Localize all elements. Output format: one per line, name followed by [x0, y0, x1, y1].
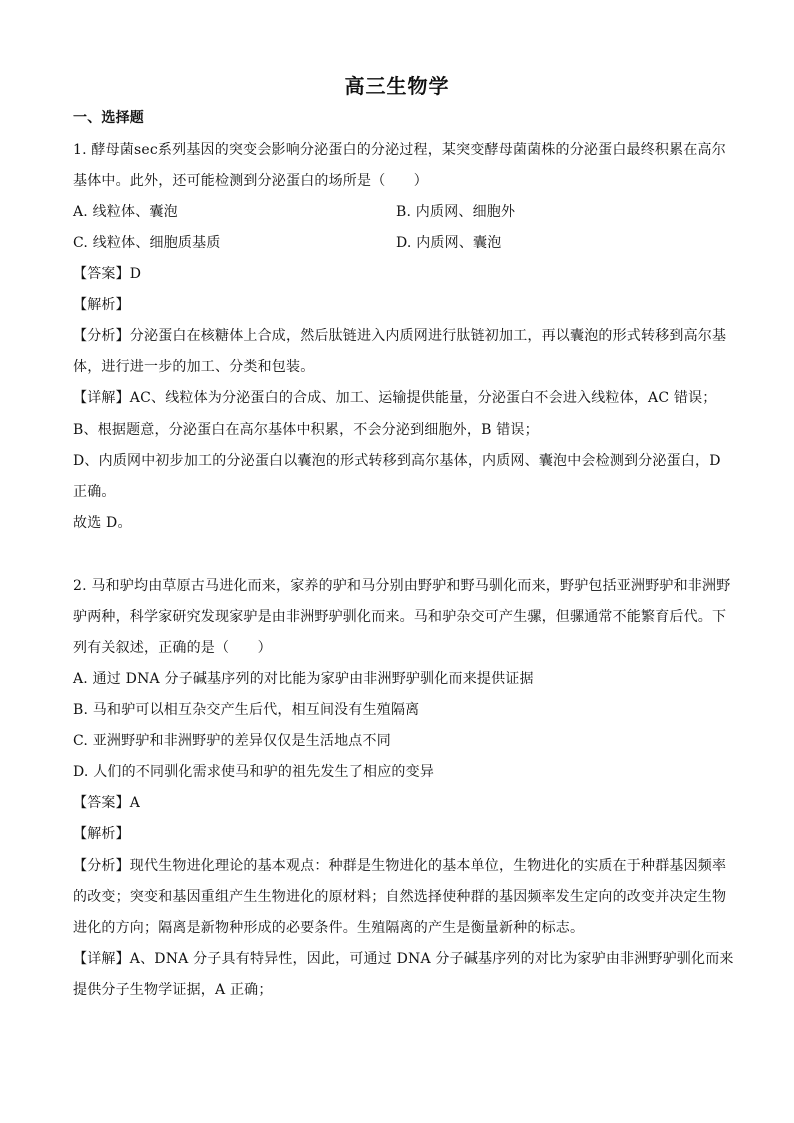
q1-detail-line: 【详解】AC、线粒体为分泌蛋白的合成、加工、运输提供能量，分泌蛋白不会进入线粒体，AC 错误；	[73, 390, 717, 406]
q2-stem-line: 列有关叙述，正确的是（ ）	[73, 640, 272, 656]
q2-option-c: C. 亚洲野驴和非洲野驴的差异仅仅是生活地点不同	[73, 733, 391, 749]
q2-detail-line: 提供分子生物学证据，A 正确；	[73, 982, 273, 998]
q2-option-a: A. 通过 DNA 分子碱基序列的对比能为家驴由非洲野驴驯化而来提供证据	[73, 671, 534, 687]
q2-analysis-line: 【分析】现代生物进化理论的基本观点：种群是生物进化的基本单位，生物进化的实质在于种群基因频率	[73, 858, 727, 874]
q2-answer: 【答案】A	[73, 795, 141, 811]
q1-analysis-line: 体，进行进一步的加工、分类和包装。	[73, 359, 315, 375]
page-title: 高三生物学	[344, 74, 450, 98]
q1-answer: 【答案】D	[73, 266, 142, 282]
q2-analysis-label: 【解析】	[73, 826, 130, 842]
q1-detail-line: D、内质网中初步加工的分泌蛋白以囊泡的形式转移到高尔基体，内质网、囊泡中会检测到分泌蛋白，D	[73, 453, 721, 469]
section-heading: 一、选择题	[73, 110, 144, 126]
q1-detail-line: B、根据题意，分泌蛋白在高尔基体中积累，不会分泌到细胞外，B 错误；	[73, 422, 539, 438]
q1-option-d: D. 内质网、囊泡	[396, 235, 502, 251]
q1-analysis-label: 【解析】	[73, 297, 130, 313]
q2-detail-line: 【详解】A、DNA 分子具有特异性，因此，可通过 DNA 分子碱基序列的对比为家驴由非洲野驴驯化而来	[73, 951, 734, 967]
q2-analysis-line: 的改变；突变和基因重组产生生物进化的原材料；自然选择使种群的基因频率发生定向的改变并决定生物	[73, 889, 727, 905]
q2-option-d: D. 人们的不同驯化需求使马和驴的祖先发生了相应的变异	[73, 764, 435, 780]
q2-stem-line: 驴两种，科学家研究发现家驴是由非洲野驴驯化而来。马和驴杂交可产生骡，但骡通常不能繁育后代。下	[73, 609, 727, 625]
q1-stem-line: 基体中。此外，还可能检测到分泌蛋白的场所是（ ）	[73, 173, 428, 189]
q1-stem-line: 1. 酵母菌sec系列基因的突变会影响分泌蛋白的分泌过程，某突变酵母菌菌株的分泌蛋白最终积累在高尔	[73, 142, 726, 158]
q1-conclusion: 故选 D。	[73, 515, 132, 531]
q2-option-b: B. 马和驴可以相互杂交产生后代，相互间没有生殖隔离	[73, 702, 420, 718]
q2-stem-line: 2. 马和驴均由草原古马进化而来，家养的驴和马分别由野驴和野马驯化而来，野驴包括亚洲野驴和非洲野	[73, 578, 731, 594]
q1-option-c: C. 线粒体、细胞质基质	[73, 235, 221, 251]
q2-analysis-line: 进化的方向；隔离是新物种形成的必要条件。生殖隔离的产生是衡量新种的标志。	[73, 920, 585, 936]
q1-option-a: A. 线粒体、囊泡	[73, 204, 178, 220]
q1-detail-line: 正确。	[73, 484, 116, 500]
q1-analysis-line: 【分析】分泌蛋白在核糖体上合成，然后肽链进入内质网进行肽链初加工，再以囊泡的形式转移到高尔基	[73, 328, 727, 344]
q1-option-b: B. 内质网、细胞外	[396, 204, 516, 220]
